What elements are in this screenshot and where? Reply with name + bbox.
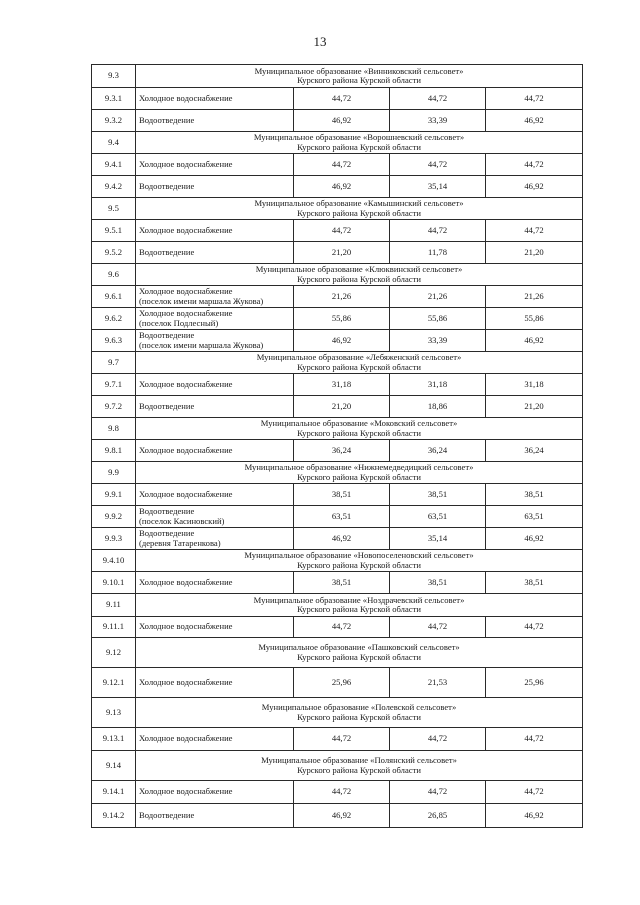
table-row — [92, 396, 583, 418]
service-name — [136, 176, 294, 198]
table-row — [92, 176, 583, 198]
tariff-value: 11,78 — [390, 242, 486, 264]
row-number: 9.9 — [92, 462, 136, 484]
municipality-title — [136, 638, 583, 668]
table-row — [92, 374, 583, 396]
tariff-value: 63,51 — [486, 506, 583, 528]
municipality-title — [136, 550, 583, 572]
tariff-value: 63,51 — [390, 506, 486, 528]
row-number: 9.4.1 — [92, 154, 136, 176]
municipality-district: Курского района Курской области — [297, 559, 421, 570]
tariff-value: 36,24 — [294, 440, 390, 462]
service-location: (поселок Подлесный) — [139, 317, 219, 328]
tariff-value: 38,51 — [390, 484, 486, 506]
row-number: 9.5.2 — [92, 242, 136, 264]
row-number: 9.14 — [92, 751, 136, 781]
service-label: Водоотведение — [139, 246, 195, 257]
municipality-name: Муниципальное образование «Нижнемедведицкий сельсовет» — [244, 462, 474, 473]
table-row — [92, 330, 583, 352]
municipality-title — [136, 132, 583, 154]
tariff-value: 44,72 — [390, 728, 486, 751]
row-number: 9.10.1 — [92, 572, 136, 594]
municipality-district: Курского района Курской области — [297, 471, 421, 482]
service-location: (деревня Татаренкова) — [139, 537, 221, 548]
row-number: 9.13 — [92, 698, 136, 728]
row-number: 9.7 — [92, 352, 136, 374]
tariff-value: 25,96 — [486, 668, 583, 698]
municipality-title — [136, 418, 583, 440]
row-number: 9.7.1 — [92, 374, 136, 396]
tariff-value: 44,72 — [390, 88, 486, 110]
tariff-value: 31,18 — [294, 374, 390, 396]
tariff-value: 33,39 — [390, 110, 486, 132]
tariff-value: 21,20 — [486, 242, 583, 264]
table-row — [92, 110, 583, 132]
row-number: 9.14.1 — [92, 781, 136, 804]
tariff-value: 44,72 — [486, 220, 583, 242]
municipality-district: Курского района Курской области — [297, 764, 421, 775]
municipality-name: Муниципальное образование «Ноздрачевский сельсовет» — [253, 594, 465, 605]
service-name — [136, 804, 294, 828]
service-label: Холодное водоснабжение — [139, 733, 233, 744]
municipality-row — [92, 418, 583, 440]
service-name — [136, 617, 294, 638]
tariff-value: 46,92 — [294, 176, 390, 198]
municipality-title — [136, 751, 583, 781]
tariff-value: 44,72 — [294, 617, 390, 638]
municipality-district: Курского района Курской области — [297, 141, 421, 152]
municipality-row — [92, 698, 583, 728]
tariff-value: 21,53 — [390, 668, 486, 698]
service-name — [136, 286, 294, 308]
municipality-name: Муниципальное образование «Полевской сельсовет» — [261, 702, 457, 713]
tariff-value: 31,18 — [390, 374, 486, 396]
table-row — [92, 528, 583, 550]
tariff-value: 21,26 — [294, 286, 390, 308]
municipality-district: Курского района Курской области — [297, 604, 421, 614]
row-number: 9.8.1 — [92, 440, 136, 462]
tariff-value: 46,92 — [294, 528, 390, 550]
municipality-row — [92, 638, 583, 668]
municipality-name: Муниципальное образование «Винниковский сельсовет» — [254, 65, 464, 76]
service-name — [136, 374, 294, 396]
table-row — [92, 242, 583, 264]
tariff-value: 44,72 — [486, 154, 583, 176]
service-label: Холодное водоснабжение — [139, 158, 233, 169]
tariff-value: 44,72 — [486, 617, 583, 638]
service-label: Холодное водоснабжение — [139, 576, 233, 587]
service-name — [136, 154, 294, 176]
tariff-value: 44,72 — [486, 88, 583, 110]
tariff-value: 46,92 — [486, 330, 583, 352]
row-number: 9.11.1 — [92, 617, 136, 638]
row-number: 9.12 — [92, 638, 136, 668]
tariff-value: 46,92 — [486, 804, 583, 828]
municipality-row — [92, 751, 583, 781]
municipality-row — [92, 594, 583, 617]
row-number: 9.4.2 — [92, 176, 136, 198]
tariff-value: 46,92 — [294, 110, 390, 132]
table-row — [92, 572, 583, 594]
service-name — [136, 506, 294, 528]
municipality-row — [92, 264, 583, 286]
service-label: Водоотведение — [139, 528, 195, 539]
row-number: 9.6.3 — [92, 330, 136, 352]
service-label: Водоотведение — [139, 809, 195, 820]
municipality-row — [92, 352, 583, 374]
municipality-name: Муниципальное образование «Пашковский сельсовет» — [258, 642, 460, 653]
table-row — [92, 88, 583, 110]
tariff-value: 35,14 — [390, 528, 486, 550]
municipality-name: Муниципальное образование «Моковский сельсовет» — [260, 418, 458, 429]
service-location: (поселок Касиновский) — [139, 515, 225, 526]
municipality-row — [92, 462, 583, 484]
service-name — [136, 484, 294, 506]
service-label: Холодное водоснабжение — [139, 378, 233, 389]
municipality-title — [136, 698, 583, 728]
tariff-value: 38,51 — [390, 572, 486, 594]
service-label: Холодное водоснабжение — [139, 676, 233, 687]
table-row — [92, 804, 583, 828]
tariff-value: 21,20 — [294, 396, 390, 418]
municipality-title — [136, 594, 583, 617]
row-number: 9.5 — [92, 198, 136, 220]
tariff-value: 55,86 — [486, 308, 583, 330]
tariff-value: 21,20 — [486, 396, 583, 418]
municipality-title — [136, 352, 583, 374]
municipality-district: Курского района Курской области — [297, 361, 421, 372]
tariff-value: 38,51 — [486, 484, 583, 506]
service-name — [136, 728, 294, 751]
service-name — [136, 668, 294, 698]
tariff-value: 36,24 — [390, 440, 486, 462]
table-row — [92, 484, 583, 506]
service-name — [136, 88, 294, 110]
row-number: 9.12.1 — [92, 668, 136, 698]
tariff-value: 33,39 — [390, 330, 486, 352]
tariff-value: 18,86 — [390, 396, 486, 418]
row-number: 9.14.2 — [92, 804, 136, 828]
municipality-district: Курского района Курской области — [297, 651, 421, 662]
municipality-name: Муниципальное образование «Камышинский сельсовет» — [254, 198, 464, 209]
service-location: (поселок имени маршала Жукова) — [139, 295, 264, 306]
municipality-district: Курского района Курской области — [297, 207, 421, 218]
tariff-value: 46,92 — [294, 804, 390, 828]
table-row — [92, 220, 583, 242]
municipality-row — [92, 65, 583, 88]
tariff-value: 55,86 — [390, 308, 486, 330]
row-number: 9.4.10 — [92, 550, 136, 572]
service-name — [136, 528, 294, 550]
row-number: 9.7.2 — [92, 396, 136, 418]
tariff-value: 26,85 — [390, 804, 486, 828]
row-number: 9.6.2 — [92, 308, 136, 330]
municipality-name: Муниципальное образование «Ворошневский сельсовет» — [253, 132, 465, 143]
row-number: 9.3.2 — [92, 110, 136, 132]
municipality-title — [136, 198, 583, 220]
municipality-name: Муниципальное образование «Клюквинский сельсовет» — [255, 264, 463, 275]
tariff-value: 36,24 — [486, 440, 583, 462]
service-label: Холодное водоснабжение — [139, 92, 233, 103]
municipality-row — [92, 198, 583, 220]
tariff-value: 21,26 — [390, 286, 486, 308]
row-number: 9.11 — [92, 594, 136, 617]
municipality-title — [136, 65, 583, 88]
row-number: 9.3.1 — [92, 88, 136, 110]
service-name — [136, 242, 294, 264]
service-name — [136, 781, 294, 804]
table-row — [92, 440, 583, 462]
service-label: Холодное водоснабжение — [139, 224, 233, 235]
service-name — [136, 572, 294, 594]
tariff-value: 44,72 — [294, 781, 390, 804]
table-row — [92, 781, 583, 804]
tariff-value: 44,72 — [294, 154, 390, 176]
municipality-name: Муниципальное образование «Новопоселеновский сельсовет» — [244, 550, 474, 561]
tariff-value: 38,51 — [294, 572, 390, 594]
service-label: Водоотведение — [139, 180, 195, 191]
municipality-title — [136, 264, 583, 286]
tariff-value: 55,86 — [294, 308, 390, 330]
row-number: 9.6.1 — [92, 286, 136, 308]
service-name — [136, 308, 294, 330]
tariff-value: 44,72 — [294, 728, 390, 751]
row-number: 9.9.3 — [92, 528, 136, 550]
service-label: Водоотведение — [139, 506, 195, 517]
row-number: 9.6 — [92, 264, 136, 286]
tariff-value: 44,72 — [390, 220, 486, 242]
service-name — [136, 396, 294, 418]
tariff-value: 25,96 — [294, 668, 390, 698]
table-row — [92, 286, 583, 308]
municipality-district: Курского района Курской области — [297, 427, 421, 438]
service-label: Холодное водоснабжение — [139, 308, 233, 319]
row-number: 9.5.1 — [92, 220, 136, 242]
service-label: Холодное водоснабжение — [139, 786, 233, 797]
tariff-value: 46,92 — [294, 330, 390, 352]
row-number: 9.3 — [92, 65, 136, 88]
municipality-name: Муниципальное образование «Лебяженский сельсовет» — [256, 352, 462, 363]
table-row — [92, 308, 583, 330]
municipality-row — [92, 550, 583, 572]
municipality-district: Курского района Курской области — [297, 711, 421, 722]
service-label: Холодное водоснабжение — [139, 286, 233, 297]
service-label: Водоотведение — [139, 114, 195, 125]
service-name — [136, 330, 294, 352]
tariff-value: 44,72 — [390, 781, 486, 804]
service-name — [136, 440, 294, 462]
service-name — [136, 220, 294, 242]
service-location: (поселок имени маршала Жукова) — [139, 339, 264, 350]
tariff-value: 63,51 — [294, 506, 390, 528]
row-number: 9.8 — [92, 418, 136, 440]
municipality-row — [92, 132, 583, 154]
municipality-district: Курского района Курской области — [297, 75, 421, 85]
table-row — [92, 154, 583, 176]
tariff-value: 44,72 — [294, 88, 390, 110]
page-number: 13 — [313, 34, 327, 49]
tariff-value: 44,72 — [390, 154, 486, 176]
row-number: 9.4 — [92, 132, 136, 154]
row-number: 9.9.2 — [92, 506, 136, 528]
row-number: 9.9.1 — [92, 484, 136, 506]
row-number: 9.13.1 — [92, 728, 136, 751]
table-row — [92, 668, 583, 698]
tariff-value: 44,72 — [486, 728, 583, 751]
service-label: Водоотведение — [139, 330, 195, 341]
tariff-value: 46,92 — [486, 110, 583, 132]
municipality-name: Муниципальное образование «Полянский сельсовет» — [261, 755, 457, 766]
tariff-table — [91, 64, 583, 828]
tariff-value: 44,72 — [294, 220, 390, 242]
tariff-value: 38,51 — [486, 572, 583, 594]
tariff-value: 44,72 — [390, 617, 486, 638]
tariff-value: 35,14 — [390, 176, 486, 198]
tariff-value: 31,18 — [486, 374, 583, 396]
table-row — [92, 728, 583, 751]
tariff-value: 46,92 — [486, 528, 583, 550]
service-label: Холодное водоснабжение — [139, 621, 233, 632]
service-label: Холодное водоснабжение — [139, 444, 233, 455]
tariff-value: 21,26 — [486, 286, 583, 308]
service-label: Холодное водоснабжение — [139, 488, 233, 499]
tariff-value: 21,20 — [294, 242, 390, 264]
table-row — [92, 506, 583, 528]
table-row — [92, 617, 583, 638]
municipality-district: Курского района Курской области — [297, 273, 421, 284]
tariff-value: 44,72 — [486, 781, 583, 804]
tariff-value: 38,51 — [294, 484, 390, 506]
service-name — [136, 110, 294, 132]
tariff-value: 46,92 — [486, 176, 583, 198]
service-label: Водоотведение — [139, 400, 195, 411]
municipality-title — [136, 462, 583, 484]
